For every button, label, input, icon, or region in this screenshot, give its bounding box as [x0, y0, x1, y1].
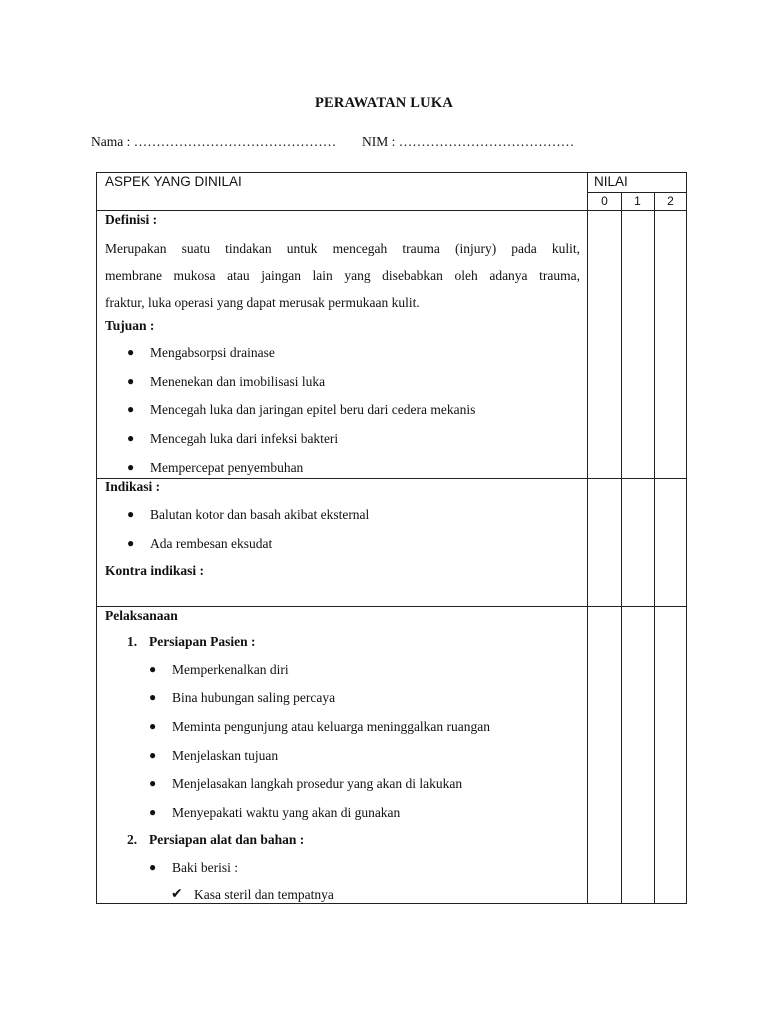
column-divider [654, 192, 655, 903]
kontra-indikasi-heading: Kontra indikasi : [105, 563, 205, 578]
document-title: PERAWATAN LUKA [314, 95, 453, 111]
row-divider [97, 210, 686, 211]
definisi-heading: Definisi : [105, 212, 158, 227]
column-divider [621, 192, 622, 903]
bullet-icon: ● [149, 690, 157, 704]
bullet-icon: ● [149, 860, 157, 874]
definisi-line-1: Merupakan suatu tindakan untuk mencegah trauma (injury) pada kulit, [105, 241, 580, 256]
row-divider [97, 606, 686, 607]
score-0: 0 [601, 194, 608, 208]
bullet-icon: ● [149, 662, 157, 676]
indikasi-heading: Indikasi : [105, 479, 161, 494]
bullet-icon: ● [149, 805, 157, 819]
score-2: 2 [667, 194, 674, 208]
row-divider [587, 192, 686, 193]
tujuan-heading: Tujuan : [105, 318, 155, 333]
bullet-icon: ● [127, 536, 135, 550]
header-aspek: ASPEK YANG DINILAI [105, 174, 242, 189]
assessment-table: ASPEK YANG DINILAI NILAI 0 1 2 Definisi : Merupakan suatu tindakan untuk mencegah trauma (injury) pada kulit, membrane mukosa atau jaingan lain yang disebabkan oleh adanya trauma, fraktur, luka operasi yang dapat merusak permukaan kulit. Tujuan : ● Mengabsorpsi drainase ● Menenekan dan imobilisasi luka ● Mencegah luka dan jaringan epitel beru dari cedera mekanis ● Mencegah luka dari infeksi bakteri ● Mempercepat penyembuhan Indikasi : ● Balutan kotor dan basah akibat eksternal ● Ada rembesan eksudat Kontra indikasi : Pelaksanaan 1. Persiapan Pasien : ● Memperkenalkan diri ● Bina hubungan saling percaya ● Meminta pengunjung atau keluarga meninggalkan ruangan ● Menjelaskan tujuan ● Menjelasakan langkah prosedur yang akan di lakukan ● Menyepakati waktu yang akan di gunakan 2. Persiapan alat dan bahan : ● Baki berisi : ✔ Kasa steril dan tempatnya [96, 172, 687, 904]
definisi-line-3: fraktur, luka operasi yang dapat merusak permukaan kulit. [105, 295, 420, 310]
check-icon: ✔ [171, 886, 183, 902]
bullet-icon: ● [127, 402, 135, 416]
bullet-icon: ● [149, 719, 157, 733]
bullet-icon: ● [149, 748, 157, 762]
bullet-icon: ● [127, 431, 135, 445]
nim-field[interactable]: NIM : ………………………………… [362, 134, 575, 149]
pelaksanaan-heading: Pelaksanaan [105, 608, 178, 623]
bullet-icon: ● [127, 460, 135, 474]
score-1: 1 [634, 194, 641, 208]
bullet-icon: ● [127, 345, 135, 359]
nama-field[interactable]: Nama : ……………………………………… [91, 134, 337, 149]
bullet-icon: ● [127, 507, 135, 521]
bullet-icon: ● [127, 374, 135, 388]
header-nilai: NILAI [594, 174, 628, 189]
bullet-icon: ● [149, 776, 157, 790]
definisi-line-2: membrane mukosa atau jaingan lain yang disebabkan oleh adanya trauma, [105, 268, 580, 283]
row-divider [97, 478, 686, 479]
identity-line [91, 134, 575, 150]
column-divider [587, 173, 588, 903]
